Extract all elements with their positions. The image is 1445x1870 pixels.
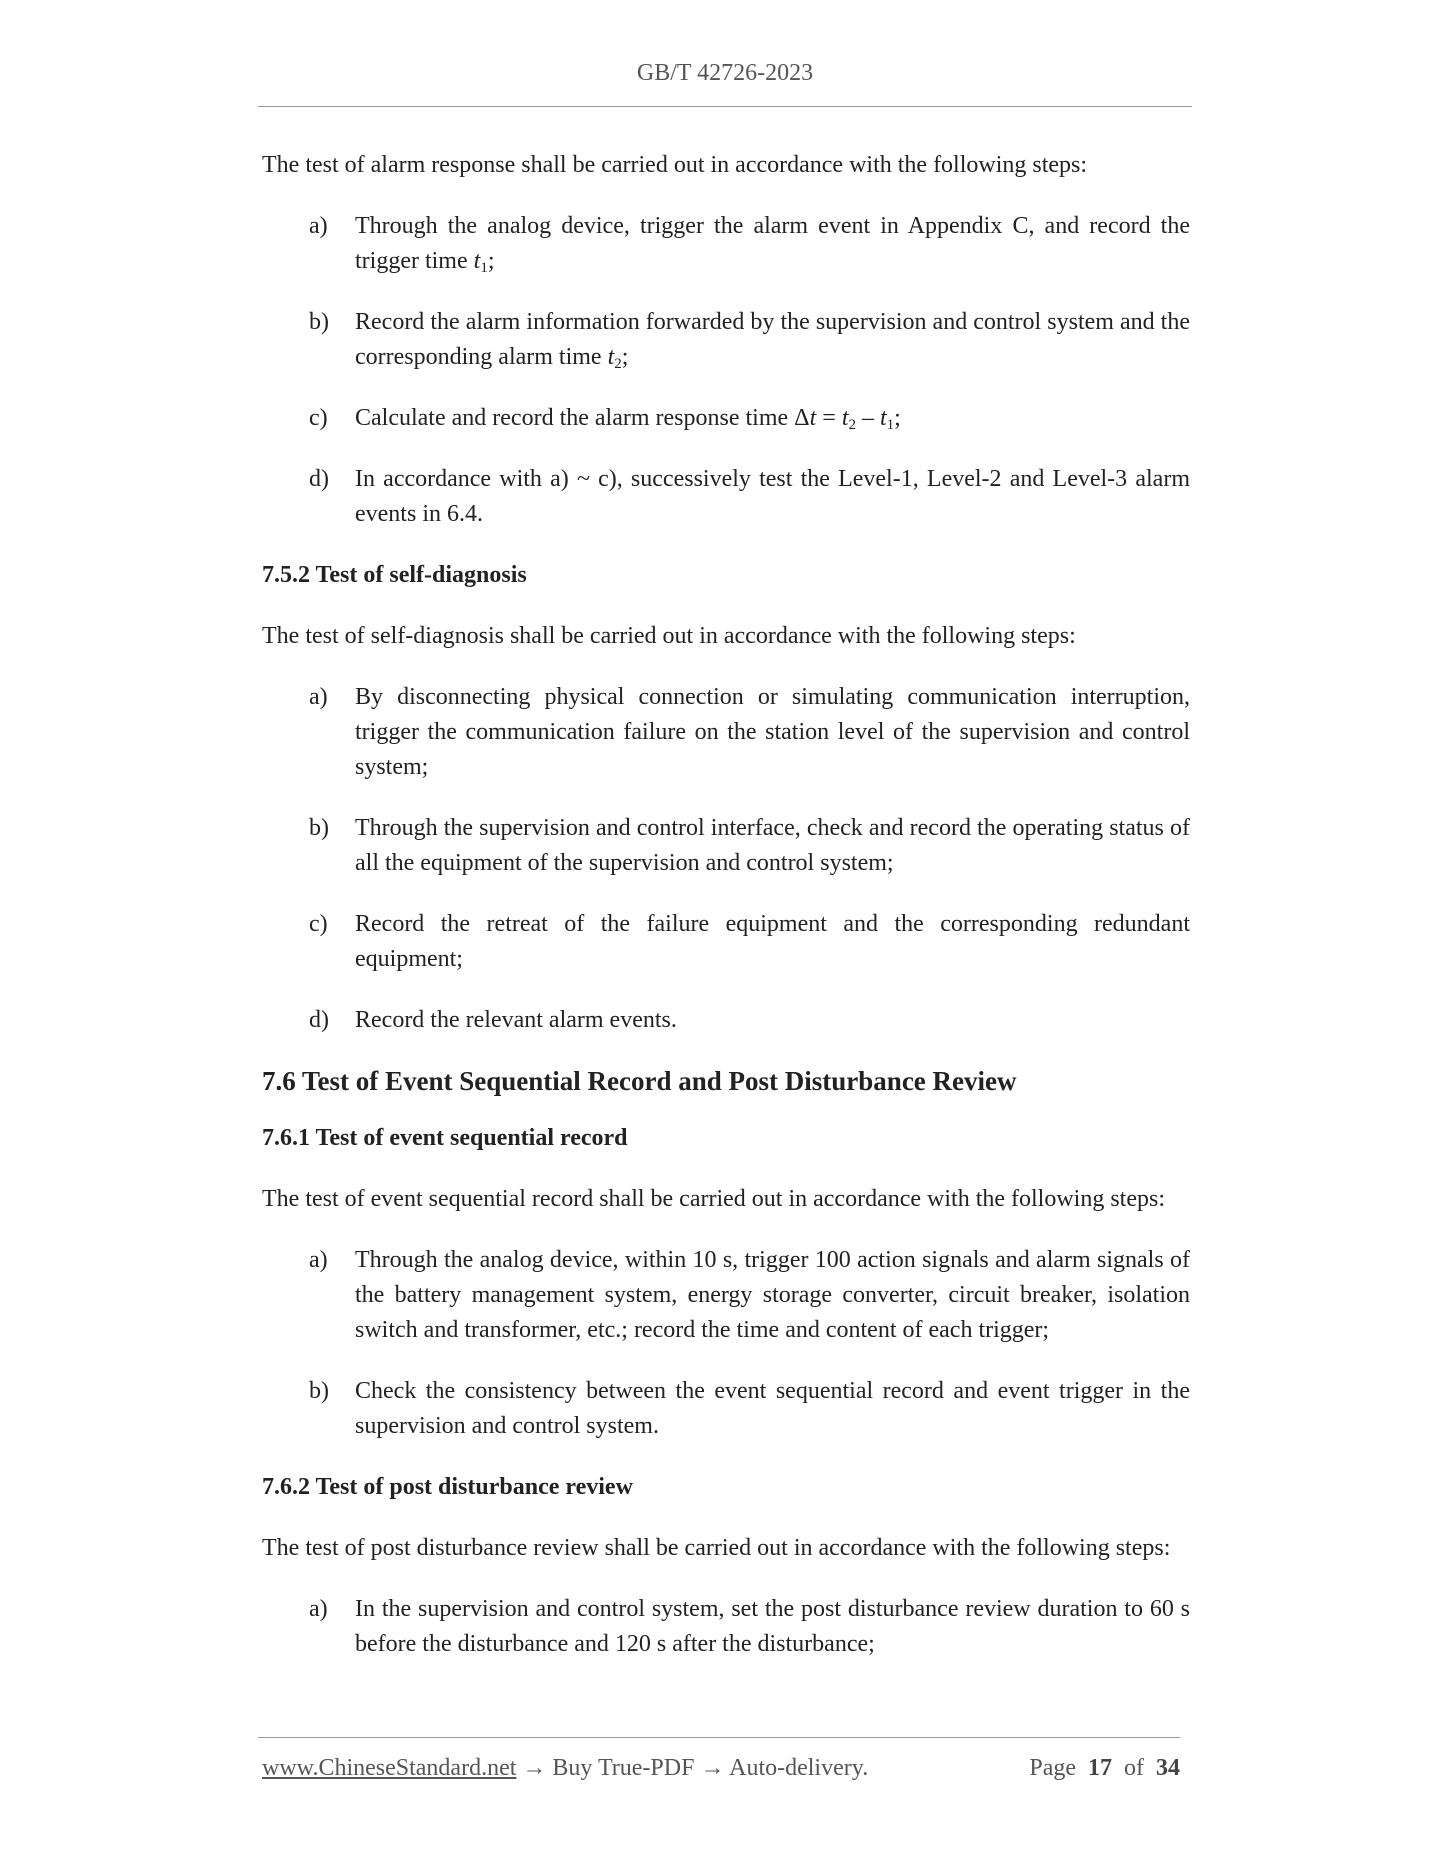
list-marker: a)	[309, 213, 328, 239]
list-item-text: Check the consistency between the event sequential record and event trigger in the supervision and control system.	[355, 1378, 1190, 1439]
list-item-text: Record the alarm information forwarded by the supervision and control system and the corresponding alarm time $t_2$;	[355, 309, 1190, 372]
list-item-text: Record the retreat of the failure equipment and the corresponding redundant equipment;	[355, 911, 1190, 972]
list-item	[262, 1374, 1190, 1444]
section-heading-7-6-2: 7.6.2 Test of post disturbance review	[262, 1474, 633, 1500]
event-record-steps-list	[262, 1243, 1190, 1444]
list-item-text: Record the relevant alarm events.	[355, 1007, 677, 1033]
footer-divider	[258, 1737, 1180, 1738]
website-link[interactable]: www.ChineseStandard.net	[262, 1755, 517, 1781]
list-marker: a)	[309, 684, 328, 710]
list-marker: b)	[309, 309, 329, 335]
list-item	[262, 305, 1190, 375]
list-item-text: Through the analog device, trigger the alarm event in Appendix C, and record the trigger time $t_1$;	[355, 213, 1190, 276]
list-marker: c)	[309, 405, 328, 431]
section-heading-7-6: 7.6 Test of Event Sequential Record and Post Disturbance Review	[262, 1066, 1017, 1096]
event-record-intro-paragraph: The test of event sequential record shall be carried out in accordance with the following steps:	[262, 1186, 1166, 1212]
footer-promo	[262, 1755, 868, 1782]
page-number: Page 17 of 34	[1029, 1755, 1180, 1781]
list-marker: d)	[309, 1007, 329, 1033]
list-item	[262, 1592, 1190, 1662]
list-item-text: By disconnecting physical connection or simulating communication interruption, trigger the communication failure on the station level of the supervision and control system;	[355, 684, 1190, 780]
section-heading-7-6-1: 7.6.1 Test of event sequential record	[262, 1125, 628, 1151]
total-pages: 34	[1156, 1755, 1180, 1781]
list-item	[262, 401, 1190, 436]
page-content	[262, 148, 1190, 1688]
list-marker: a)	[309, 1247, 328, 1273]
current-page: 17	[1088, 1755, 1112, 1781]
document-code-header: GB/T 42726-2023	[636, 60, 814, 86]
post-disturbance-steps-list	[262, 1592, 1190, 1662]
self-diagnosis-intro-paragraph: The test of self-diagnosis shall be carried out in accordance with the following steps:	[262, 623, 1076, 649]
list-marker: a)	[309, 1596, 328, 1622]
list-item-text: Through the analog device, within 10 s, trigger 100 action signals and alarm signals of the battery management system, energy storage converter, circuit breaker, isolation switch and transformer, etc.; record the time and content of each trigger;	[355, 1247, 1190, 1343]
list-item-text: In the supervision and control system, set the post disturbance review duration to 60 s before the disturbance and 120 s after the disturbance;	[355, 1596, 1190, 1657]
alarm-intro-paragraph: The test of alarm response shall be carried out in accordance with the following steps:	[262, 152, 1088, 178]
list-item	[262, 1243, 1190, 1348]
post-disturbance-intro-paragraph: The test of post disturbance review shall be carried out in accordance with the following steps:	[262, 1535, 1171, 1561]
self-diagnosis-steps-list	[262, 680, 1190, 1038]
list-marker: d)	[309, 466, 329, 492]
list-item	[262, 680, 1190, 785]
header-divider	[258, 106, 1192, 107]
section-heading-7-5-2: 7.5.2 Test of self-diagnosis	[262, 562, 527, 588]
list-item	[262, 907, 1190, 977]
list-item-text: In accordance with a) ~ c), successively test the Level-1, Level-2 and Level-3 alarm events in 6.4.	[355, 466, 1190, 527]
list-item-text: Through the supervision and control interface, check and record the operating status of all the equipment of the supervision and control system;	[355, 815, 1190, 876]
alarm-steps-list	[262, 209, 1190, 532]
list-item	[262, 811, 1190, 881]
list-marker: b)	[309, 815, 329, 841]
list-marker: b)	[309, 1378, 329, 1404]
list-item	[262, 462, 1190, 532]
list-item	[262, 1003, 1190, 1038]
footer-promo-text: → Buy True-PDF → Auto-delivery.	[516, 1755, 869, 1781]
list-marker: c)	[309, 911, 328, 937]
list-item-text: Calculate and record the alarm response time $\Delta t = t_2 - t_1$;	[355, 405, 901, 433]
list-item	[262, 209, 1190, 279]
